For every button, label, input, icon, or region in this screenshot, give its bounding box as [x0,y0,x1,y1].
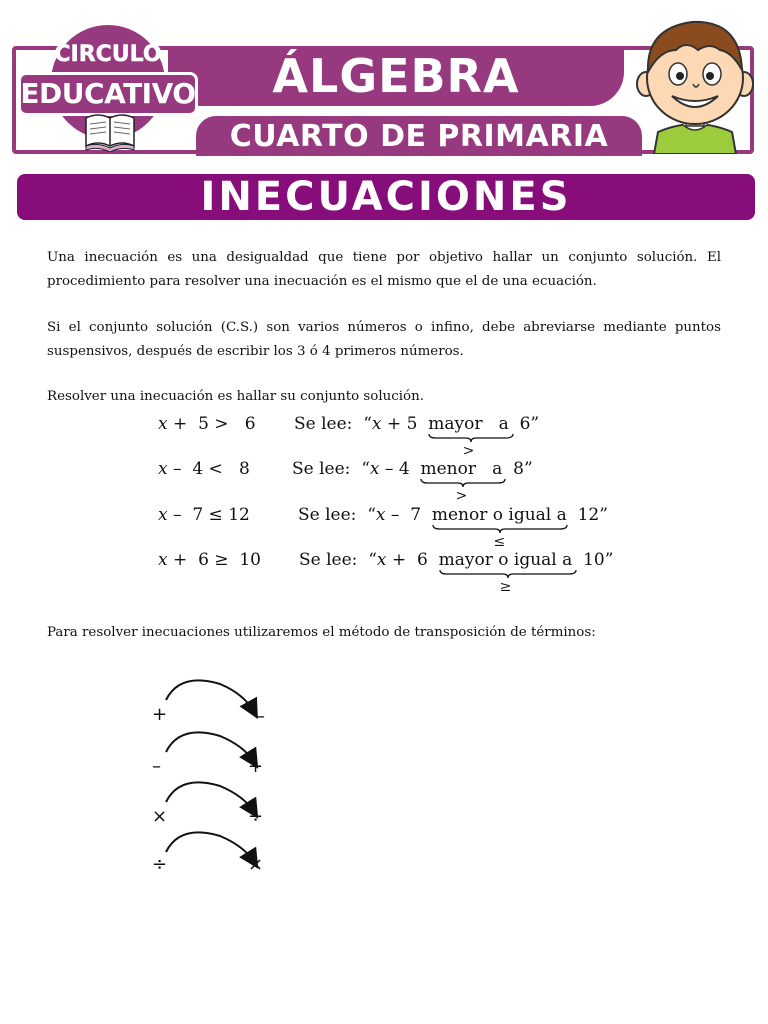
inequality-row [0,550,768,595]
transposition-arrow [166,680,254,712]
header-title: ÁLGEBRA [272,49,520,103]
logo-line2: EDUCATIVO [20,77,196,110]
inequality-reading: Se lee: “x + 6 mayor o igual a ≥ 10” [299,550,614,595]
underbrace-icon [428,433,514,443]
inequality-reading: Se lee: “x + 5 mayor a > 6” [294,414,540,459]
reading-word: mayor o igual a ≥ [439,550,573,570]
reading-word: mayor a > [428,414,509,434]
book-icon [84,112,136,152]
inequality-expression: x + 5 > 6 [158,414,256,434]
page-header [0,0,768,165]
inequality-reading: Se lee: “x – 4 menor a > 8” [292,459,533,504]
to-symbol: × [248,854,264,875]
relation-symbol: > [462,443,475,459]
inequality-row [0,459,768,504]
to-symbol: ÷ [248,806,264,827]
paragraph-resolver: Resolver una inecuación es hallar su conjunto solución. [47,389,424,405]
relation-symbol: ≥ [499,579,512,595]
transposition-arrow [166,732,254,762]
from-symbol: × [152,806,168,827]
logo-line1: CIRCULO [54,42,162,67]
to-symbol: – [256,706,265,727]
header-subtitle: CUARTO DE PRIMARIA [229,119,609,154]
section-title: INECUACIONES [200,174,572,220]
kid-illustration [636,14,754,154]
inequality-expression: x – 7 ≤ 12 [158,505,250,525]
transposition-arrow [166,782,254,812]
from-symbol: + [152,704,168,725]
paragraph-definition: Una inecuación es una desigualdad que tiene por objetivo hallar un conjunto solución. El procedimiento para resolver una inecuación es el mismo que el de una ecuación. [47,250,721,290]
reading-word: menor a > [420,459,502,479]
paragraph-solution-set: Si el conjunto solución (C.S.) son varios números o infino, debe abreviarse mediante puntos suspensivos, después de escribir los 3 ó 4 primeros números. [47,320,721,360]
relation-symbol: ≤ [493,534,506,550]
inequality-row [0,414,768,459]
inequality-expression: x – 4 < 8 [158,459,250,479]
paragraph-transposition: Para resolver inecuaciones utilizaremos el método de transposición de términos: [47,625,596,641]
reading-word: menor o igual a ≤ [431,505,567,550]
inequality-expression: x + 6 ≥ 10 [158,550,261,570]
inequality-reading: Se lee: “x – 7 menor o igual a ≤ 12” [298,505,608,550]
underbrace-icon [420,478,506,488]
from-symbol: ÷ [152,854,168,875]
relation-symbol: > [455,488,468,504]
logo [18,22,198,156]
inequality-row [0,505,768,550]
to-symbol: + [248,756,264,777]
transposition-arrow [166,832,254,862]
underbrace-icon [432,524,568,534]
underbrace-icon [439,569,577,579]
from-symbol: – [152,756,161,777]
